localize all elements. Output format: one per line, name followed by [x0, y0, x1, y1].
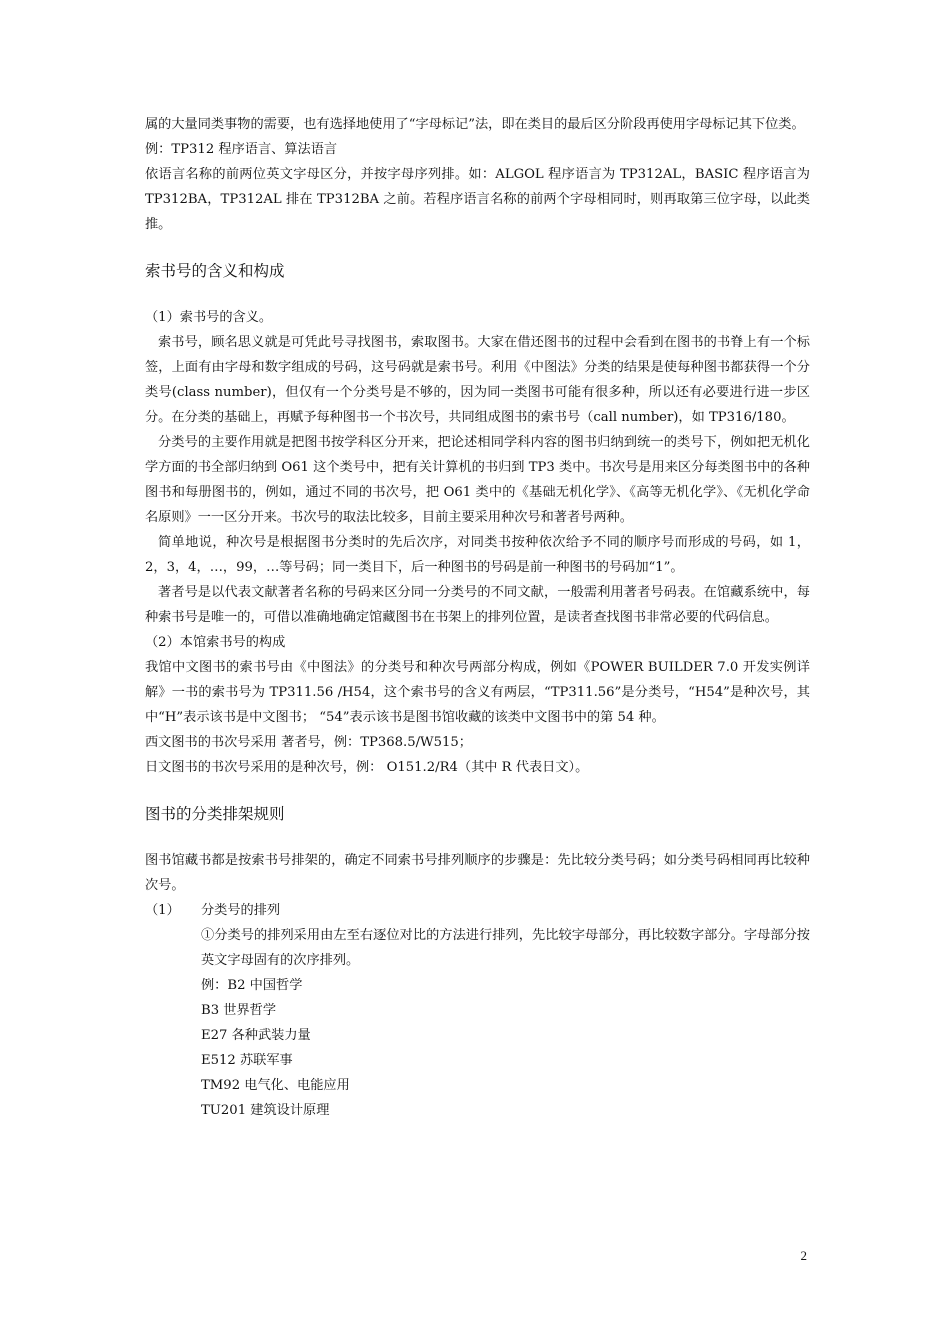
subsection-examples — [145, 923, 810, 1123]
example-line: TM92 电气化、电能应用 — [201, 1078, 350, 1093]
subsection-label-composition: （2）本馆索书号的构成 — [145, 635, 286, 650]
list-number: （1） — [145, 903, 180, 918]
paragraph-shelving-intro: 图书馆藏书都是按索书号排架的，确定不同索书号排列顺序的步骤是：先比较分类号码；如分类号码相同再比较种次号。 — [145, 853, 810, 893]
example-line: B3 世界哲学 — [201, 1003, 277, 1018]
list-title: 分类号的排列 — [201, 903, 281, 918]
section-heading-call-number: 索书号的含义和构成 — [145, 262, 285, 280]
section-heading-shelving-rules: 图书的分类排架规则 — [145, 805, 285, 823]
paragraph-author-number: 著者号是以代表文献著者名称的号码来区分同一分类号的不同文献，一般需利用著者号码表。在馆藏系统中，每种索书号是唯一的，可借以准确地确定馆藏图书在书架上的排列位置，是读者查找图书非常必要的代码信息。 — [145, 585, 810, 625]
intro-paragraph: 属的大量同类事物的需要，也有选择地使用了“字母标记”法，即在类目的最后区分阶段再使用字母标记其下位类。 — [145, 117, 805, 132]
list-item-class-number-order — [145, 898, 810, 923]
example-line: E27 各种武装力量 — [201, 1028, 311, 1043]
paragraph-call-number-definition: 索书号，顾名思义就是可凭此号寻找图书，索取图书。大家在借还图书的过程中会看到在图书的书脊上有一个标签，上面有由字母和数字组成的号码，这号码就是索书号。利用《中图法》分类的结果是使每种图书都获得一个分类号(class number)，但仅有一个分类号是不够的，因为同一类图书可能有很多种，所以还有必要进行进一步区分。在分类的基础上，再赋予每种图书一个书次号，共同组成图书的索书号（call number)，如 TP316/180。 — [145, 335, 810, 425]
paragraph-order-method: ①分类号的排列采用由左至右逐位对比的方法进行排列，先比较字母部分，再比较数字部分。字母部分按英文字母固有的次序排列。 — [201, 928, 810, 968]
paragraph-western-books: 西文图书的书次号采用 著者号，例：TP368.5/W515； — [145, 735, 472, 750]
document-page — [145, 112, 810, 1123]
intro-rule: 依语言名称的前两位英文字母区分，并按字母序列排。如：ALGOL 程序语言为 TP312AL，BASIC 程序语言为 TP312BA，TP312AL 排在 TP312BA 之前。若程序语言名称的前两个字母相同时，则再取第三位字母，以此类推。 — [145, 167, 810, 232]
intro-example: 例：TP312 程序语言、算法语言 — [145, 142, 338, 157]
example-line: TU201 建筑设计原理 — [201, 1103, 330, 1118]
subsection-label-meaning: （1）索书号的含义。 — [145, 310, 273, 325]
page-number: 2 — [800, 1248, 807, 1263]
paragraph-class-number-role: 分类号的主要作用就是把图书按学科区分开来，把论述相同学科内容的图书归纳到统一的类号下，例如把无机化学方面的书全部归纳到 O61 这个类号中，把有关计算机的书归到 TP3 类中。书次号是用来区分每类图书中的各种图书和每册图书的，例如，通过不同的书次号，把 O61 类中的《基础无机化学》、《高等无机化学》、《无机化学命名原则》一一区分开来。书次号的取法比较多，目前主要采用种次号和著者号两种。 — [145, 435, 810, 525]
paragraph-japanese-books: 日文图书的书次号采用的是种次号，例： O151.2/R4（其中 R 代表日文）。 — [145, 760, 589, 775]
example-line: 例：B2 中国哲学 — [201, 978, 303, 993]
paragraph-sequence-number: 简单地说，种次号是根据图书分类时的先后次序，对同类书按种依次给予不同的顺序号而形成的号码，如 1，2，3，4，…，99，…等号码；同一类目下，后一种图书的号码是前一种图书的号码加“1”。 — [145, 535, 810, 575]
paragraph-chinese-books: 我馆中文图书的索书号由《中图法》的分类号和种次号两部分构成，例如《POWER BUILDER 7.0 开发实例详解》一书的索书号为 TP311.56 /H54，这个索书号的含义有两层，“TP311.56”是分类号，“H54”是种次号，其中“H”表示该书是中文图书； “54”表示该书是图书馆收藏的该类中文图书中的第 54 种。 — [145, 660, 810, 725]
example-line: E512 苏联军事 — [201, 1053, 293, 1068]
